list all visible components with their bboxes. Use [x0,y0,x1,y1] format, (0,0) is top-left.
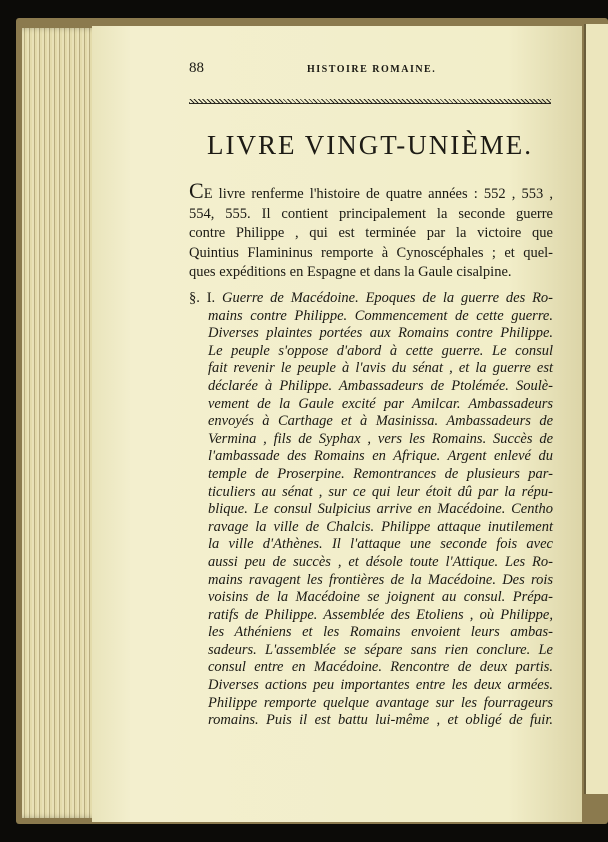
summary-line: consul entre en Macédoine. Rencontre de deux partis. [208,659,553,676]
decorative-rule [189,99,551,104]
summary-line-text: Guerre de Macédoine. Epoques de la guerre des Ro- [222,290,554,306]
summary-line: temple de Proserpine. Remontrances de plusieurs par- [208,465,553,482]
facing-page-edge [584,24,608,794]
running-header [189,60,551,80]
chapter-title: LIVRE VINGT-UNIÈME. [207,130,533,160]
summary-line: mains contre Philippe. Commencement de cette guerre. [208,307,553,324]
summary-line: Diverses actions peu importantes entre les deux armées. [208,677,553,694]
summary-line: ticuliers au sénat , sur ce qui leur étoit dû par la répu- [208,483,553,500]
drop-initial: C [189,178,204,203]
summary-line: ratifs de Philippe. Assemblée des Etoliens , où Philippe, [208,606,553,623]
running-title: HISTOIRE ROMAINE. [307,64,437,75]
summary-line: romains. Puis il est battu lui-même , et obligé de fuir. [208,712,553,729]
intro-line: 554, 555. Il contient principalement la seconde guerre [189,205,553,222]
summary-line: les Athéniens et les Romains envoient leurs ambas- [208,624,553,641]
summary-line: Vermina , fils de Syphax , vers les Romains. Succès de [208,430,553,447]
page-number: 88 [189,60,204,76]
intro-line: contre Philippe , qui est terminée par la victoire que [189,225,553,241]
summary-line: la ville d'Athènes. Il l'attaque une seconde fois avec [208,536,553,553]
summary-line: blique. Le consul Sulpicius arrive en Macédoine. Centho [208,501,553,518]
summary-line: ravage la ville de Chalcis. Philippe attaque inutilement [208,518,553,535]
section-mark: §. I. [189,290,216,306]
summary-line: fait revenir le peuple à l'avis du sénat , et la guerre est [208,360,553,377]
intro-line: ques expéditions en Espagne et dans la Gaule cisalpine. [189,264,512,280]
summary-line: vement de la Gaule excité par Amilcar. Ambassadeurs [208,395,553,412]
summary-line [189,290,553,308]
chapter-summary [189,290,553,730]
summary-line: sadeurs. L'assemblée se sépare sans rien conclure. Le [208,641,553,658]
summary-line: envoyés à Carthage et à Masinissa. Ambassadeurs de [208,413,553,430]
intro-paragraph [189,178,553,283]
summary-line: Diverses plaintes portées aux Romains contre Philippe. [208,325,553,342]
summary-line: mains ravagent les frontières de la Macédoine. Des rois [208,571,553,588]
summary-line: Philippe remporte quelque avantage sur les fourrageurs [208,694,553,711]
summary-line: déclarée à Philippe. Ambassadeurs de Ptolémée. Soulè- [208,377,553,394]
intro-line [189,178,553,205]
summary-line: Le peuple s'oppose d'abord à cette guerre. Le consul [208,342,553,359]
summary-line: aussi peu de succès , et désole toute l'Attique. Les Ro- [208,553,553,570]
summary-line: l'ambassade des Romains en Afrique. Argent enlevé du [208,448,553,465]
intro-line: Quintius Flamininus remporte à Cynoscéphales ; et quel- [189,244,553,261]
intro-line-text: E livre renferme l'histoire de quatre années : 552 , 553 , [203,186,553,202]
summary-line: voisins de la Macédoine se joignent au consul. Prépa- [208,589,553,606]
